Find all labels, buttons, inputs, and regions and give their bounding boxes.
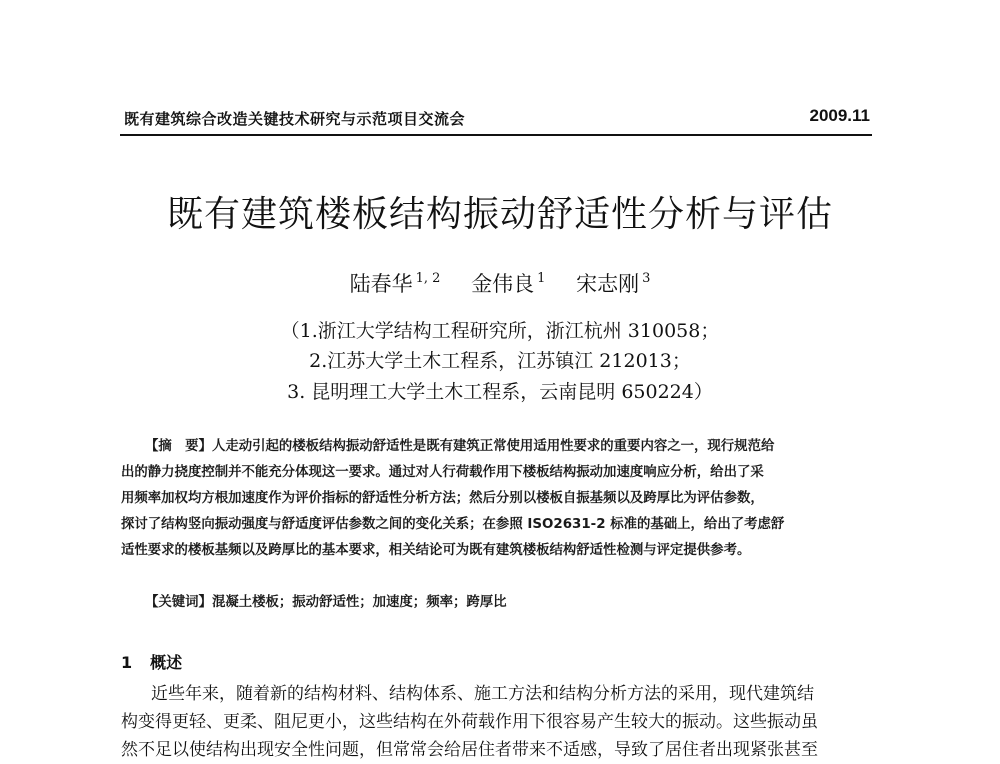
abstract-line: 出的静力挠度控制并不能充分体现这一要求。通过对人行荷载作用下楼板结构振动加速度响应分析，给出了采 [121,465,764,480]
section-number: 1 [121,653,133,672]
running-header [120,104,872,136]
paper-title: 既有建筑楼板结构振动舒适性分析与评估 [166,194,833,235]
keywords-label: 【关键词】 [145,595,212,610]
body-line: 然不足以使结构出现安全性问题，但常常会给居住者带来不适感，导致了居住者出现紧张甚至 [121,740,818,760]
author: 陆春华 $^{1, 2}$ [349,271,441,296]
affiliation: 2.江苏大学土木工程系，江苏镇江 212013； [309,350,691,372]
affiliation: 3. 昆明理工大学土木工程系，云南昆明 650224） [287,381,713,403]
author-list [0,268,1000,298]
body-paragraph [121,680,873,764]
section-heading [121,650,182,673]
abstract-label: 【摘 要】 [145,439,212,454]
publication-date: 2009.11 [809,106,870,125]
abstract-line: 【摘 要】人走动引起的楼板结构振动舒适性是既有建筑正常使用适用性要求的重要内容之一，现行规范给 [145,439,775,454]
abstract [121,434,873,564]
conference-name: 既有建筑综合改造关键技术研究与示范项目交流会 [124,110,466,128]
body-line: 构变得更轻、更柔、阻尼更小，这些结构在外荷载作用下很容易产生较大的振动。这些振动虽 [121,712,818,732]
keywords [145,591,873,610]
affiliation: （1.浙江大学结构工程研究所，浙江杭州 310058； [280,320,720,342]
section-title: 概述 [150,653,183,672]
author: 宋志刚 $^3$ [576,271,651,296]
abstract-line: 适性要求的楼板基频以及跨厚比的基本要求，相关结论可为既有建筑楼板结构舒适性检测与评定提供参考。 [121,543,751,558]
abstract-line: 用频率加权均方根加速度作为评价指标的舒适性分析方法；然后分别以楼板自振基频以及跨厚比为评估参数， [121,491,764,506]
abstract-line: 探讨了结构竖向振动强度与舒适度评估参数之间的变化关系；在参照 ISO2631-2 标准的基础上，给出了考虑舒 [121,517,785,532]
body-line: 近些年来，随着新的结构材料、结构体系、施工方法和结构分析方法的采用，现代建筑结 [151,684,814,704]
keywords-text: 混凝土楼板；振动舒适性；加速度；频率；跨厚比 [211,595,507,610]
author: 金伟良 $^1$ [471,271,546,296]
